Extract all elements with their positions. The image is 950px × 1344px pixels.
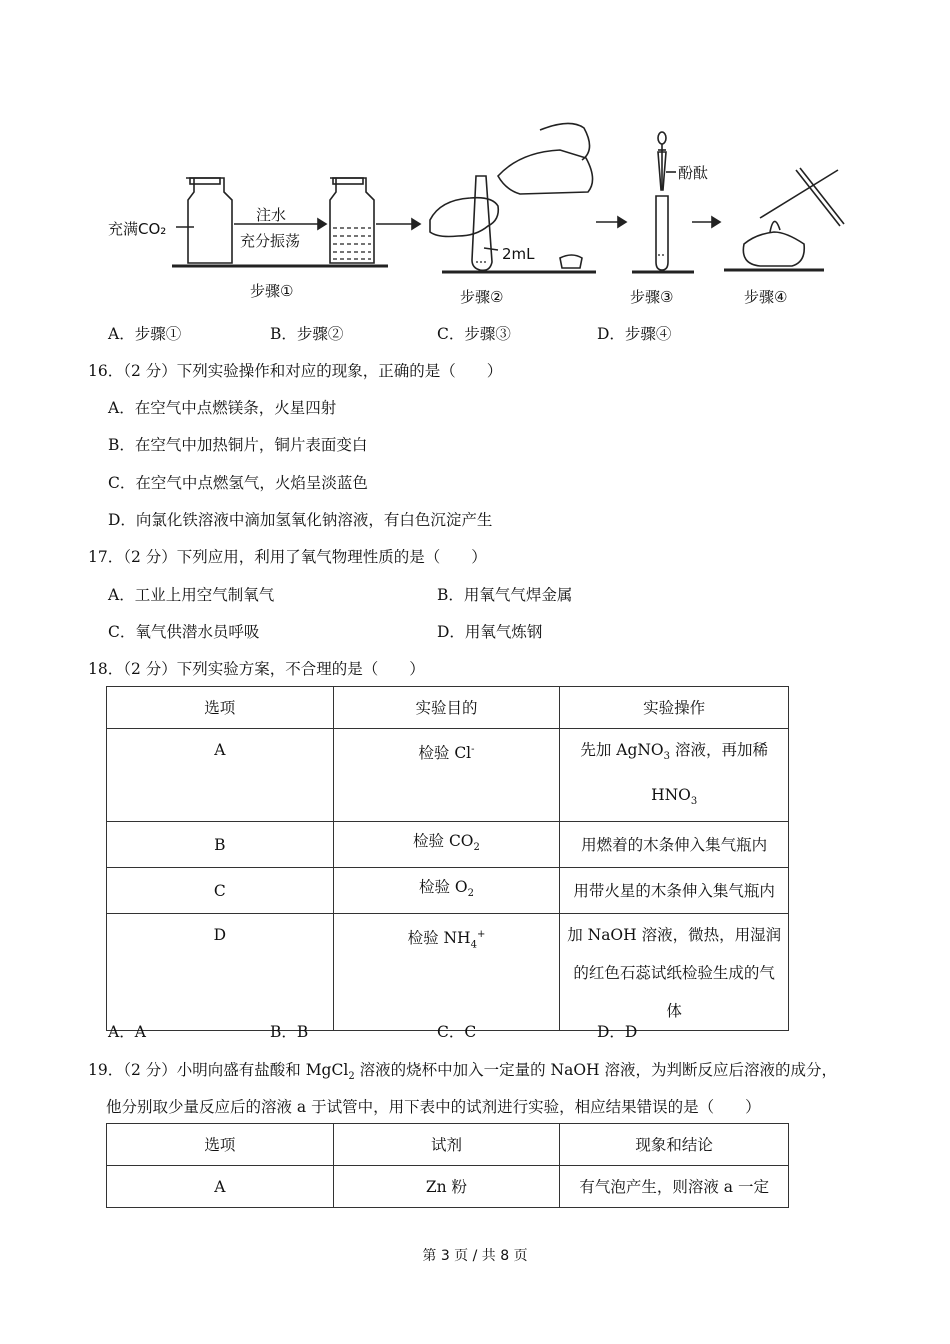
- step-4-label: 步骤④: [744, 288, 788, 306]
- q19-stem-line2: 他分别取少量反应后的溶液 a 于试管中，用下表中的试剂进行实验，相应结果错误的是（ ）: [106, 1098, 761, 1116]
- step-2-label: 步骤②: [460, 288, 504, 306]
- table-row: [107, 822, 789, 868]
- q18-option-a: A．A: [108, 1023, 146, 1041]
- label-co2: 充满CO₂: [108, 220, 167, 238]
- row-c-option: C: [107, 868, 334, 914]
- table-header-row: [107, 687, 789, 729]
- gas-bottle-2: [330, 178, 374, 263]
- label-phenolphthalein: 酚酞: [678, 164, 709, 182]
- header-option: 选项: [107, 1124, 334, 1166]
- q16-stem: 16．（2 分）下列实验操作和对应的现象，正确的是（ ）: [88, 362, 503, 380]
- label-2ml: 2mL: [502, 245, 535, 263]
- header-reagent: 试剂: [333, 1124, 560, 1166]
- q16-option-c: C．在空气中点燃氢气，火焰呈淡蓝色: [108, 474, 368, 492]
- q16-option-b: B．在空气中加热铜片，铜片表面变白: [108, 436, 368, 454]
- step-3-label: 步骤③: [630, 288, 674, 306]
- table-row: [107, 868, 789, 914]
- table-row: [107, 914, 789, 1031]
- row-b-aim: 检验 $CO_2$: [333, 822, 560, 868]
- step-1-label: 步骤①: [250, 282, 294, 300]
- row-d-aim: 检验 $NH_4^+$: [333, 914, 560, 1031]
- alcohol-lamp: [743, 232, 804, 266]
- header-aim: 实验目的: [333, 687, 560, 729]
- q18-stem: 18．（2 分）下列实验方案，不合理的是（ ）: [88, 660, 425, 678]
- label-water: 注水: [256, 206, 287, 224]
- label-shake: 充分振荡: [240, 232, 301, 250]
- q18-option-b: B．B: [270, 1023, 309, 1041]
- header-result: 现象和结论: [560, 1124, 789, 1166]
- q17-option-c: C．氧气供潜水员呼吸: [108, 623, 260, 641]
- q17-option-a: A．工业上用空气制氧气: [108, 586, 275, 604]
- row-b-option: B: [107, 822, 334, 868]
- row-c-operation: 用带火星的木条伸入集气瓶内: [560, 868, 789, 914]
- page-footer: 第 3 页 / 共 8 页: [422, 1248, 528, 1264]
- table-header-row: [107, 1124, 789, 1166]
- row-d-operation: 加 NaOH 溶液，微热，用湿润 的红色石蕊试纸检验生成的气 体: [560, 914, 789, 1031]
- q17-option-b: B．用氧气气焊金属: [437, 586, 573, 604]
- header-option: 选项: [107, 687, 334, 729]
- row-a-operation: 先加 AgNO$_3$ 溶液，再加稀 $HNO_3$: [560, 729, 789, 822]
- q15-option-a: A．步骤①: [108, 325, 182, 343]
- q18-option-d: D．D: [597, 1023, 638, 1041]
- row-d-option: D: [107, 914, 334, 1031]
- row-a-result: 有气泡产生，则溶液 a 一定: [560, 1166, 789, 1208]
- experiment-figure: [0, 0, 950, 320]
- q15-option-c: C．步骤③: [437, 325, 511, 343]
- q17-stem: 17．（2 分）下列应用，利用了氧气物理性质的是（ ）: [88, 548, 487, 566]
- row-a-option: A: [107, 729, 334, 822]
- row-a-aim: 检验 Cl-: [333, 729, 560, 822]
- q19-stem-line1: 19．（2 分）小明向盛有盐酸和 MgCl$_2$ 溶液的烧杯中加入一定量的 NaOH 溶液，为判断反应后溶液的成分，: [88, 1061, 837, 1083]
- q19-table: [106, 1123, 789, 1208]
- row-b-operation: 用燃着的木条伸入集气瓶内: [560, 822, 789, 868]
- q18-option-c: C．C: [437, 1023, 477, 1041]
- q16-option-a: A．在空气中点燃镁条，火星四射: [108, 399, 337, 417]
- gas-bottle-1: [186, 178, 232, 263]
- header-operation: 实验操作: [560, 687, 789, 729]
- q15-option-b: B．步骤②: [270, 325, 344, 343]
- q17-option-d: D．用氧气炼钢: [437, 623, 543, 641]
- table-row: [107, 729, 789, 822]
- row-a-option: A: [107, 1166, 334, 1208]
- q18-table: [106, 686, 789, 1031]
- q15-option-d: D．步骤④: [597, 325, 672, 343]
- row-a-reagent: Zn 粉: [333, 1166, 560, 1208]
- test-tube-step2: [472, 176, 492, 270]
- test-tube-step3: [656, 196, 668, 270]
- table-row: [107, 1166, 789, 1208]
- q16-option-d: D．向氯化铁溶液中滴加氢氧化钠溶液，有白色沉淀产生: [108, 511, 493, 529]
- row-c-aim: 检验 $O_2$: [333, 868, 560, 914]
